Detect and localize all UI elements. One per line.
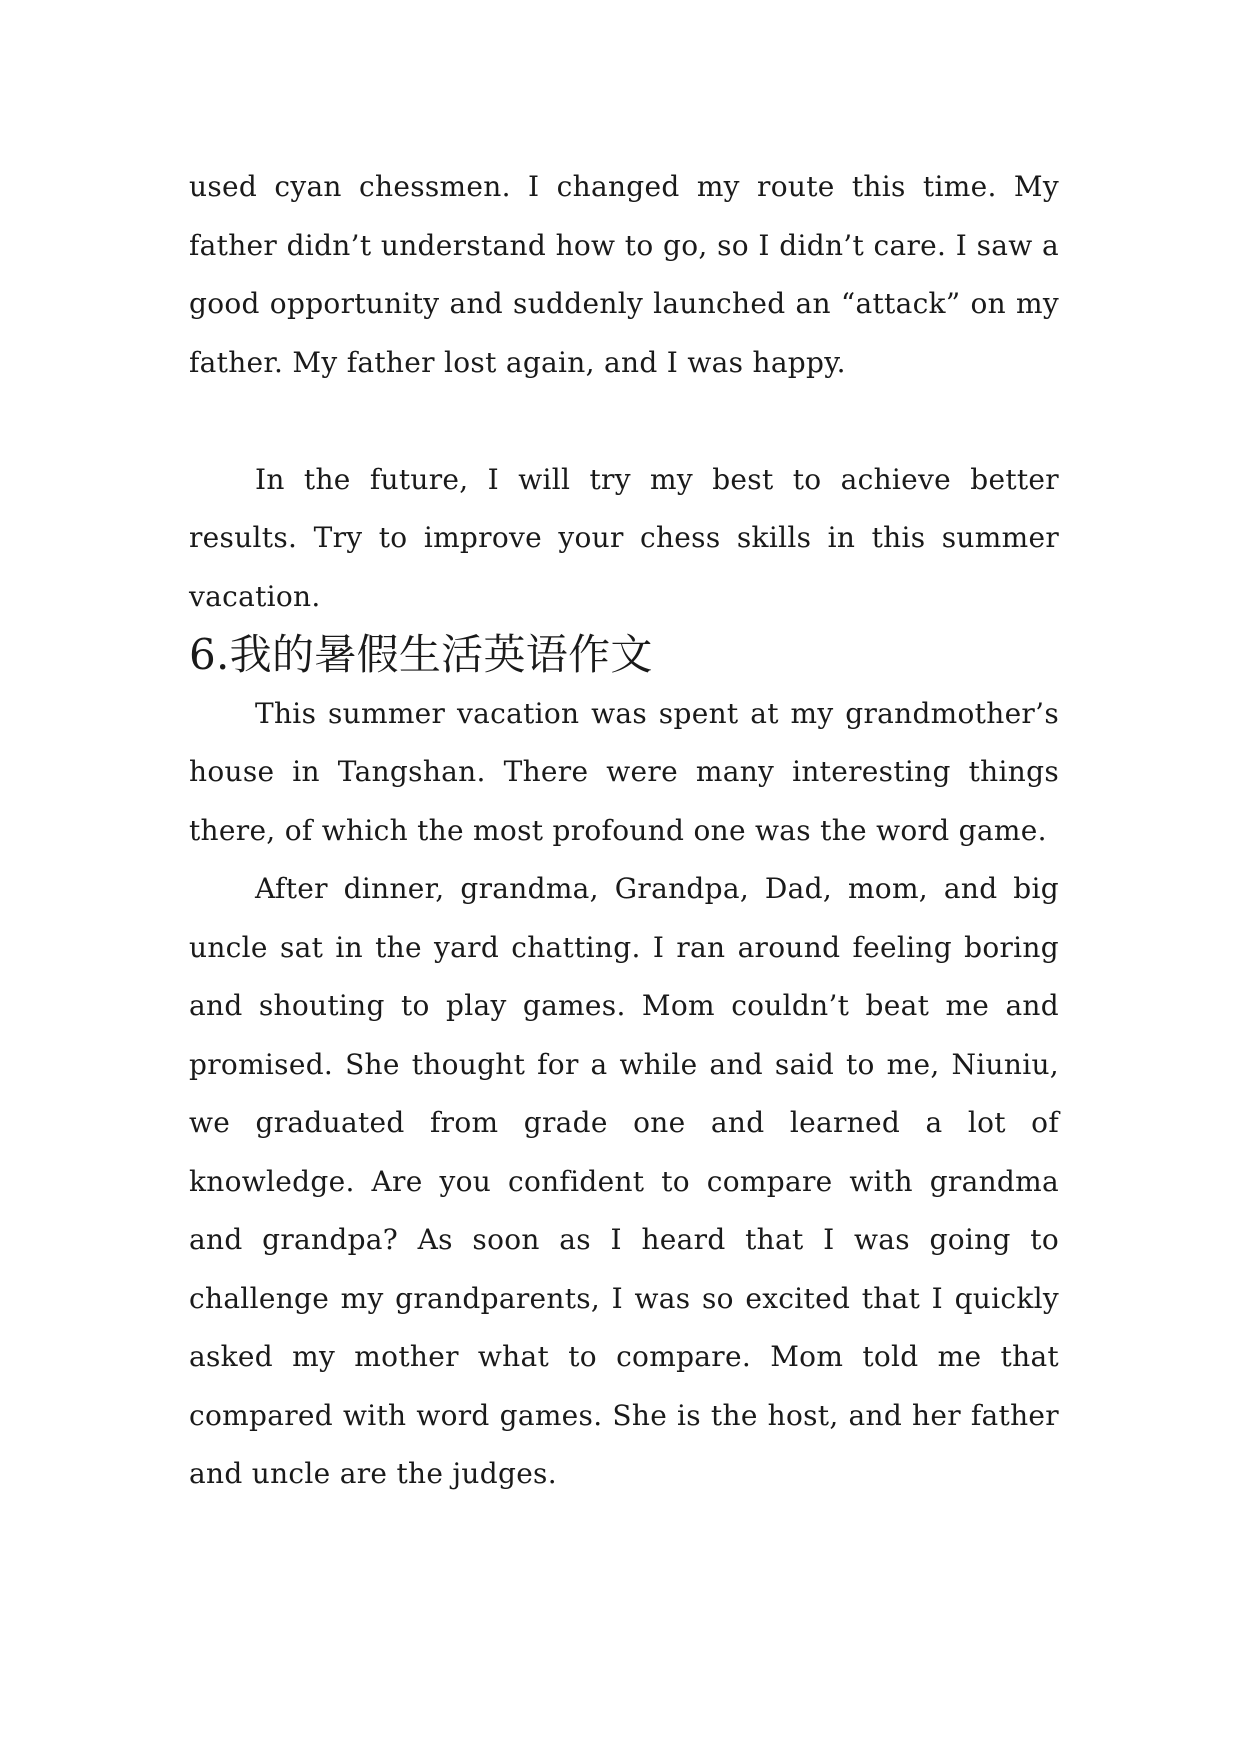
paragraph-future: In the future, I will try my best to achieve better results. Try to improve your chess skills in this summer vacation. [189,462,1059,613]
section-heading: 6.我的暑假生活英语作文 [189,630,653,679]
paragraph-summer-vacation: This summer vacation was spent at my grandmother’s house in Tangshan. There were many interesting things there, of which the most profound one was the word game. [189,696,1059,847]
document-body [189,158,1059,1504]
paragraph-after-dinner: After dinner, grandma, Grandpa, Dad, mom, and big uncle sat in the yard chatting. I ran around feeling boring and shouting to play games. Mom couldn’t beat me and promised. She thought for a while and said to me, Niuniu, we graduated from grade one and learned a lot of knowledge. Are you confident to compare with grandma and grandpa? As soon as I heard that I was going to challenge my grandparents, I was so excited that I quickly asked my mother what to compare. Mom told me that compared with word games. She is the host, and her father and uncle are the judges. [189,872,1059,1490]
paragraph-chess-continued: used cyan chessmen. I changed my route this time. My father didn’t understand how to go, so I didn’t care. I saw a good opportunity and suddenly launched an “attack” on my father. My father lost again, and I was happy. [189,170,1059,379]
